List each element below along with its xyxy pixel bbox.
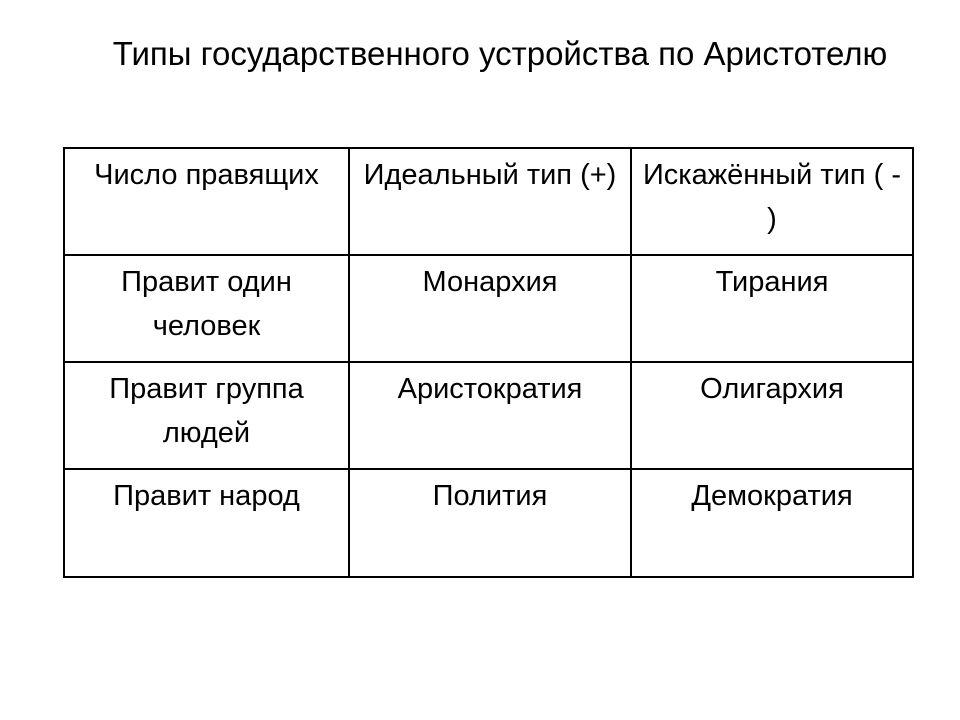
cell-rulers bbox=[64, 362, 349, 469]
government-types-table bbox=[63, 147, 914, 578]
ideal-type-label: Монархия bbox=[422, 266, 558, 298]
header-distorted-label: Искажённый тип ( - ) bbox=[642, 159, 902, 235]
header-rulers-label: Число правящих bbox=[94, 159, 319, 191]
rulers-label: Правит один человек bbox=[121, 266, 292, 342]
distorted-type-label: Тирания bbox=[715, 266, 829, 298]
cell-rulers bbox=[64, 469, 349, 577]
cell-ideal bbox=[349, 362, 631, 469]
cell-rulers bbox=[64, 255, 349, 362]
header-cell-ideal bbox=[349, 148, 631, 255]
rulers-label: Правит группа людей bbox=[109, 373, 304, 449]
header-cell-distorted bbox=[631, 148, 913, 255]
header-cell-rulers bbox=[64, 148, 349, 255]
distorted-type-label: Демократия bbox=[691, 480, 853, 512]
cell-distorted bbox=[631, 255, 913, 362]
ideal-type-label: Полития bbox=[432, 480, 548, 512]
table-row bbox=[64, 469, 913, 577]
table-header-row bbox=[64, 148, 913, 255]
slide-title: Типы государственного устройства по Аристотелю bbox=[112, 35, 888, 72]
cell-distorted bbox=[631, 362, 913, 469]
distorted-type-label: Олигархия bbox=[700, 373, 844, 405]
table-row bbox=[64, 255, 913, 362]
ideal-type-label: Аристократия bbox=[397, 373, 583, 405]
header-ideal-label: Идеальный тип (+) bbox=[363, 159, 617, 191]
rulers-label: Правит народ bbox=[113, 480, 300, 512]
table-row bbox=[64, 362, 913, 469]
cell-distorted bbox=[631, 469, 913, 577]
cell-ideal bbox=[349, 469, 631, 577]
cell-ideal bbox=[349, 255, 631, 362]
